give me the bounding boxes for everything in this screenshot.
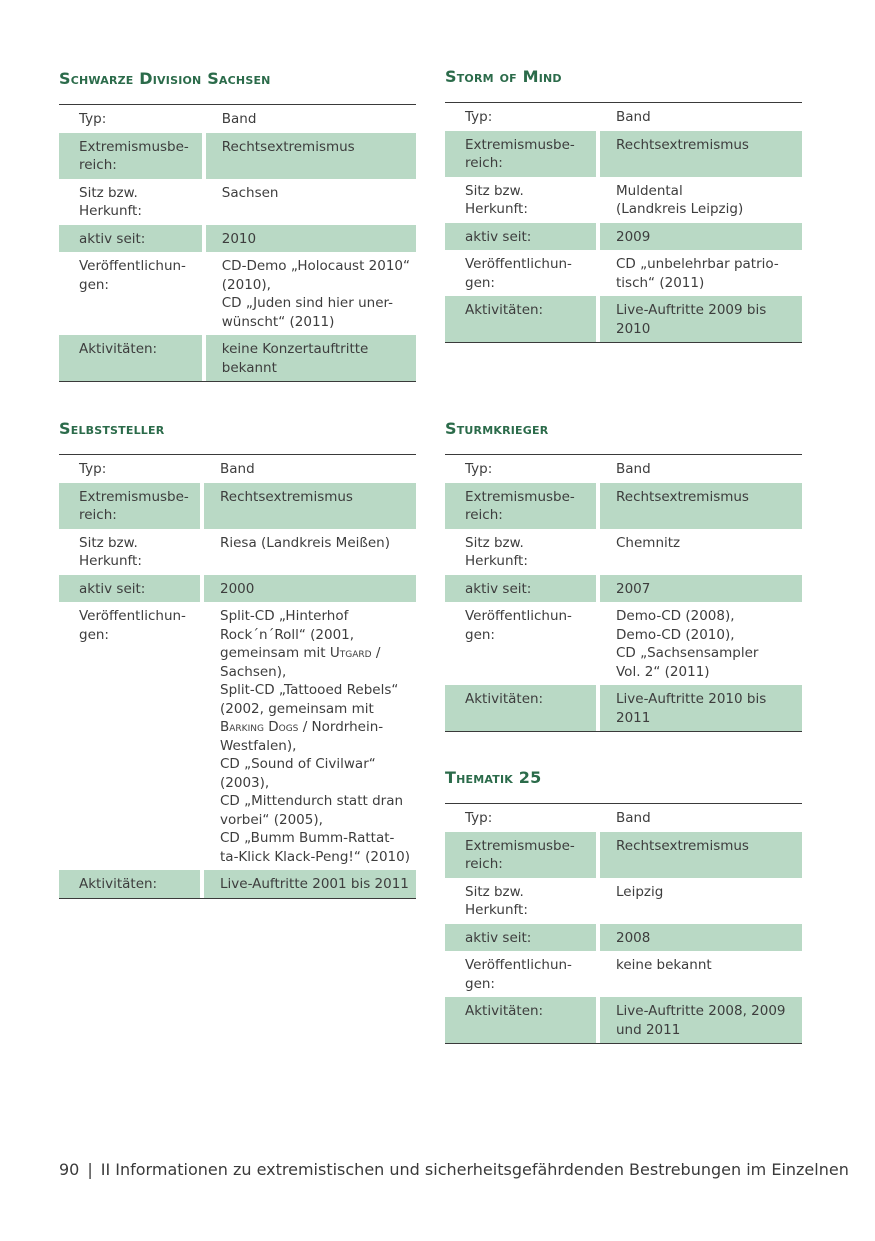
row-value: Rechtsextremismus: [600, 832, 802, 878]
row-value: Chemnitz: [616, 534, 681, 551]
row-label: Veröffentlichun- gen:: [59, 602, 204, 870]
row-label: Extremismusbe- reich:: [59, 483, 204, 529]
row-label: Sitz bzw. Herkunft:: [445, 177, 600, 223]
row-label: Aktivitäten:: [445, 296, 600, 342]
row-label: Veröffentlichun- gen:: [445, 250, 600, 296]
row-value: Rechtsextremismus: [204, 483, 416, 529]
row-value: Band: [220, 461, 255, 477]
table-row-sitz: [59, 529, 416, 575]
table-row-aktivitaeten: [59, 870, 416, 898]
chapter-title: II Informationen zu extremistischen und sicherheitsgefährdenden Bestrebungen im Einzelnen: [100, 1160, 849, 1179]
row-value: CD-Demo „Holocaust 2010“ (2010), CD „Juden sind hier uner- wünscht“ (2011): [221, 258, 410, 330]
row-value: Rechtsextremismus: [206, 133, 416, 179]
row-value: Band: [221, 111, 257, 127]
row-label: aktiv seit:: [59, 575, 204, 603]
row-label: Sitz bzw. Herkunft:: [59, 179, 206, 225]
row-label: aktiv seit:: [59, 225, 206, 253]
profile-selbststeller: [59, 418, 416, 899]
row-value: Band: [616, 810, 651, 826]
table-row-sitz: [59, 179, 416, 225]
row-label: Extremismusbe- reich:: [445, 483, 600, 529]
page-number: 90: [59, 1160, 80, 1179]
profile-sturmkrieger: [445, 418, 802, 732]
table-row-aktivitaeten: [445, 296, 802, 342]
row-value: 2009: [600, 223, 802, 251]
profile-table: [445, 102, 802, 343]
row-label: aktiv seit:: [445, 575, 600, 603]
row-value: Band: [616, 461, 651, 477]
row-value: Riesa (Landkreis Meißen): [220, 534, 391, 551]
row-label: Typ:: [445, 804, 600, 832]
table-row-aktivitaeten: [59, 335, 416, 381]
table-row-sitz: [445, 529, 802, 575]
table-row-typ: [59, 105, 416, 133]
table-row-veroeffentlichungen: [445, 250, 802, 296]
section-heading: Schwarze Division Sachsen: [59, 69, 271, 88]
section-heading: Selbststeller: [59, 419, 165, 438]
section-heading: Sturmkrieger: [445, 419, 549, 438]
row-label: Aktivitäten:: [445, 685, 600, 731]
row-label: Veröffentlichun- gen:: [445, 602, 600, 685]
row-value: Rechtsextremismus: [600, 131, 802, 177]
table-row-aktiv-seit: [445, 223, 802, 251]
row-label: Sitz bzw. Herkunft:: [445, 529, 600, 575]
table-row-aktivitaeten: [445, 685, 802, 731]
profile-storm-of-mind: [445, 66, 802, 343]
row-label: Extremismusbe- reich:: [59, 133, 206, 179]
row-value: Rechtsextremismus: [600, 483, 802, 529]
row-label: Typ:: [59, 105, 206, 133]
row-value: Band: [616, 109, 651, 125]
table-row-extremismusbereich: [445, 832, 802, 878]
row-label: Aktivitäten:: [59, 870, 204, 898]
row-value: Split-CD „Hinterhof Rock´n´Roll“ (2001, gemeinsam mit Utgard / Sachsen), Split-CD „Tattooed Rebels“ (2002, gemeinsam mit Barking Dogs / Nordrhein- Westfalen), CD „Sound of Civilwar“ (2003), CD „Mittendurch statt dran vorbei“ (2005), CD „Bumm Bumm-Rattat- ta-Klick Klack-Peng!“ (2010): [220, 608, 410, 865]
row-value: Live-Auftritte 2008, 2009 und 2011: [600, 997, 802, 1043]
footer-separator: |: [87, 1160, 93, 1179]
row-label: Veröffentlichun- gen:: [445, 951, 600, 997]
profile-table: [445, 454, 802, 732]
table-row-sitz: [445, 878, 802, 924]
row-value: 2010: [206, 225, 416, 253]
row-value: Live-Auftritte 2010 bis 2011: [600, 685, 802, 731]
row-value: CD „unbelehrbar patrio- tisch“ (2011): [616, 256, 779, 291]
profile-schwarze-division-sachsen: [59, 68, 416, 382]
table-row-aktiv-seit: [445, 575, 802, 603]
row-value: Demo-CD (2008), Demo-CD (2010), CD „Sachsensampler Vol. 2“ (2011): [616, 608, 759, 680]
table-row-sitz: [445, 177, 802, 223]
row-label: Extremismusbe- reich:: [445, 131, 600, 177]
row-value: Leipzig: [616, 883, 664, 900]
row-value: keine bekannt: [616, 957, 712, 973]
table-row-typ: [59, 455, 416, 483]
table-row-extremismusbereich: [445, 483, 802, 529]
table-row-extremismusbereich: [59, 483, 416, 529]
section-heading: Storm of Mind: [445, 67, 562, 86]
table-row-veroeffentlichungen: [445, 951, 802, 997]
row-label: Typ:: [445, 103, 600, 131]
table-row-typ: [445, 455, 802, 483]
row-value: Sachsen: [221, 184, 279, 201]
row-value: Live-Auftritte 2001 bis 2011: [204, 870, 416, 898]
profile-table: [59, 104, 416, 382]
table-row-veroeffentlichungen: [445, 602, 802, 685]
row-label: Typ:: [445, 455, 600, 483]
section-heading: Thematik 25: [445, 768, 542, 787]
row-label: Sitz bzw. Herkunft:: [59, 529, 204, 575]
table-row-typ: [445, 804, 802, 832]
row-value: Muldental (Landkreis Leipzig): [616, 182, 744, 217]
profile-table: [59, 454, 416, 899]
table-row-extremismusbereich: [59, 133, 416, 179]
table-row-aktivitaeten: [445, 997, 802, 1043]
page-footer: [59, 1160, 849, 1179]
table-row-aktiv-seit: [59, 225, 416, 253]
row-label: Veröffentlichun- gen:: [59, 252, 206, 335]
row-value: 2008: [600, 924, 802, 952]
row-label: Aktivitäten:: [59, 335, 206, 381]
row-label: aktiv seit:: [445, 924, 600, 952]
row-label: Aktivitäten:: [445, 997, 600, 1043]
table-row-aktiv-seit: [59, 575, 416, 603]
row-label: Typ:: [59, 455, 204, 483]
row-value: keine Konzertauftritte bekannt: [206, 335, 416, 381]
row-value: 2000: [204, 575, 416, 603]
row-label: Sitz bzw. Herkunft:: [445, 878, 600, 924]
table-row-veroeffentlichungen: [59, 252, 416, 335]
row-label: Extremismusbe- reich:: [445, 832, 600, 878]
row-value: Live-Auftritte 2009 bis 2010: [600, 296, 802, 342]
table-row-veroeffentlichungen: [59, 602, 416, 870]
table-row-aktiv-seit: [445, 924, 802, 952]
row-value: 2007: [600, 575, 802, 603]
profile-table: [445, 803, 802, 1044]
table-row-extremismusbereich: [445, 131, 802, 177]
table-row-typ: [445, 103, 802, 131]
profile-thematik-25: [445, 767, 802, 1044]
row-label: aktiv seit:: [445, 223, 600, 251]
